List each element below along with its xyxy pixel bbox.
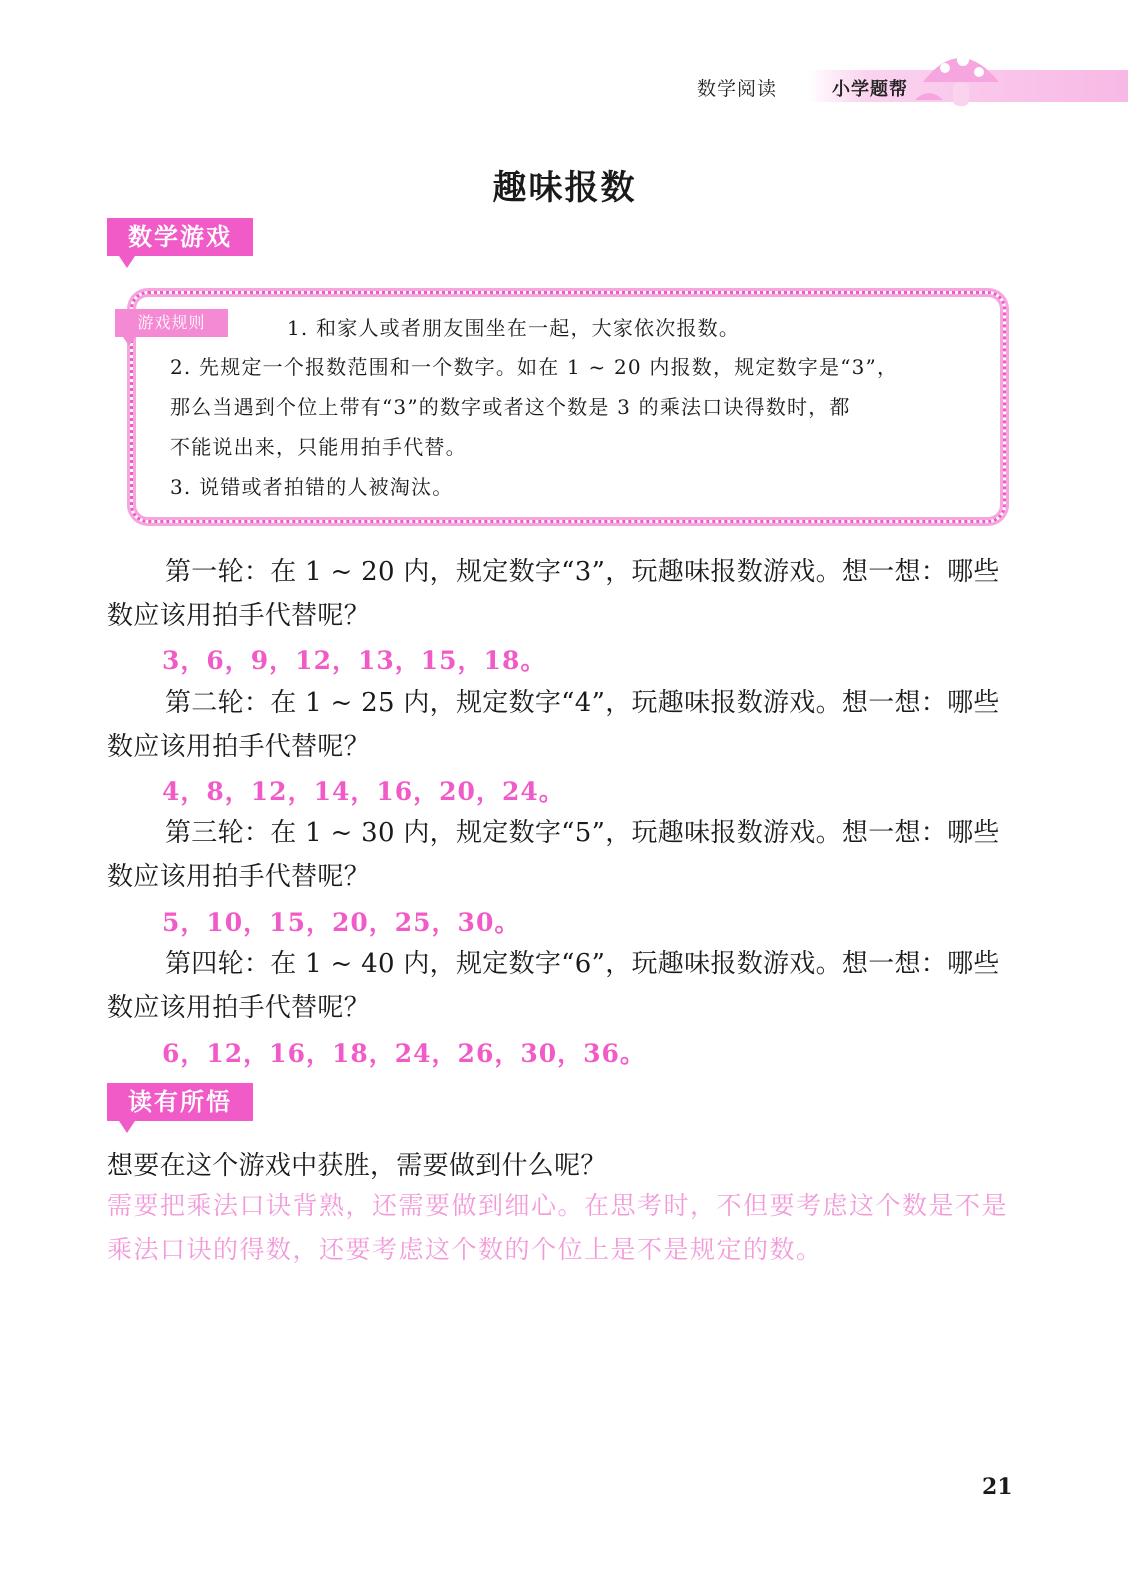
round-answer: 6，12，16，18，24，26，30，36。 <box>162 1039 646 1068</box>
page-title: 趣味报数 <box>492 168 637 208</box>
round-question: 第三轮：在 1 ~ 30 内，规定数字“5”，玩趣味报数游戏。想一想：哪些数应该用拍手代替呢？ <box>107 818 1000 892</box>
round-question: 第二轮：在 1 ~ 25 内，规定数字“4”，玩趣味报数游戏。想一想：哪些数应该用拍手代替呢？ <box>107 688 1000 762</box>
book-title: 数学阅读 <box>697 78 778 100</box>
round-answer: 4，8，12，14，16，20，24。 <box>162 777 565 806</box>
reflection-question: 想要在这个游戏中获胜，需要做到什么呢？ <box>107 1151 607 1181</box>
rule-line: 1. 和家人或者朋友围坐在一起，大家依次报数。 <box>287 316 741 340</box>
page-number: 21 <box>982 1474 1013 1500</box>
rule-line: 2. 先规定一个报数范围和一个数字。如在 1 ~ 20 内报数，规定数字是“3”， <box>170 355 899 379</box>
brand-label: 小学题帮 <box>832 79 908 100</box>
reflection-answer: 需要把乘法口诀背熟，还需要做到细心。在思考时，不但要考虑这个数是不是乘法口诀的得数，还要考虑这个数的个位上是不是规定的数。 <box>107 1191 1009 1264</box>
round-question: 第四轮：在 1 ~ 40 内，规定数字“6”，玩趣味报数游戏。想一想：哪些数应该用拍手代替呢？ <box>107 949 1000 1023</box>
rules-tag: 游戏规则 <box>115 309 228 337</box>
round-question: 第一轮：在 1 ~ 20 内，规定数字“3”，玩趣味报数游戏。想一想：哪些数应该用拍手代替呢？ <box>107 557 1000 631</box>
rule-line: 3. 说错或者拍错的人被淘汰。 <box>170 475 454 499</box>
mushroom-icon <box>915 42 1005 112</box>
rule-line: 那么当遇到个位上带有“3”的数字或者这个数是 3 的乘法口诀得数时，都 <box>170 395 851 419</box>
round-answer: 3，6，9，12，13，15，18。 <box>162 646 547 675</box>
round-answer: 5，10，15，20，25，30。 <box>162 908 521 937</box>
section-tag-reflection: 读有所悟 <box>107 1083 253 1121</box>
rule-line: 不能说出来，只能用拍手代替。 <box>170 435 467 459</box>
section-tag-math-game: 数学游戏 <box>107 218 253 256</box>
